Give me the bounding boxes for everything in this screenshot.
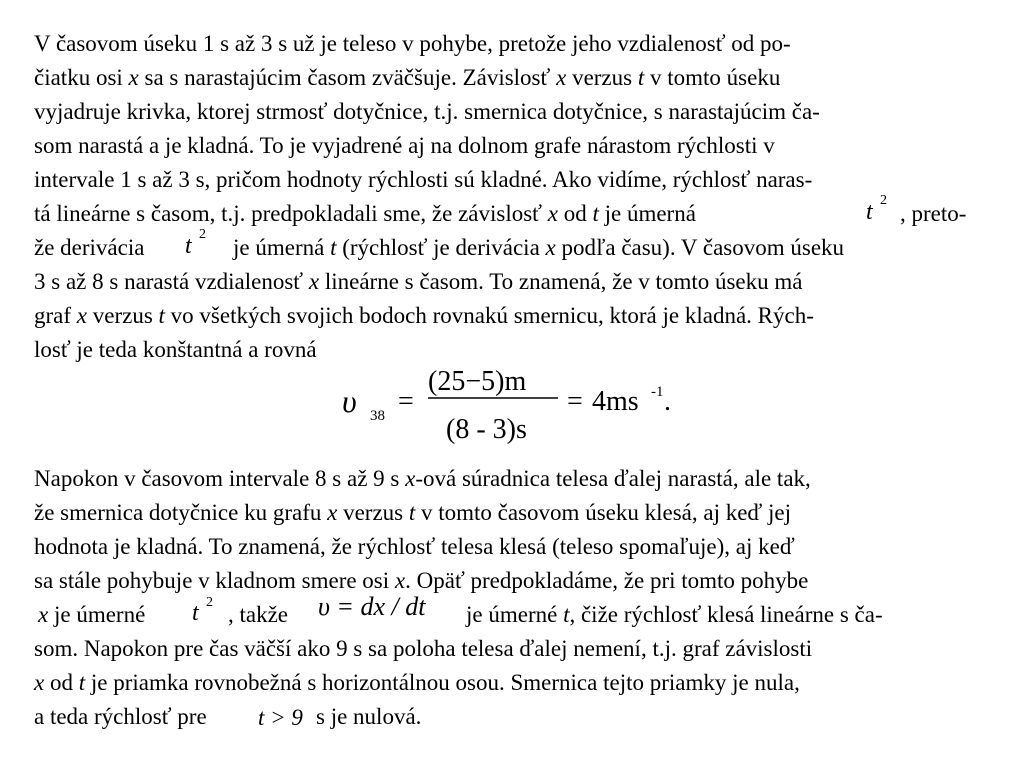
equals-sign: = [567,386,583,417]
text-line: V časovom úseku 1 s až 3 s už je teleso v pohybe, pretože jeho vzdialenosť od po- [34,31,791,56]
text-line: vyjadruje krivka, ktorej strmosť dotyčnice, t.j. smernica dotyčnice, s narastajúcim ča- [34,99,820,124]
text-line: že derivácia [34,235,145,260]
text-line: intervale 1 s až 3 s, pričom hodnoty rýchlosti sú kladné. Ako vidíme, rýchlosť naras- [34,167,813,192]
text-line: x od t je priamka rovnobežná s horizontálnou osou. Smernica tejto priamky je nula, [34,670,800,695]
result-exponent: -1 [651,384,664,400]
velocity-definition: υ = dx / dt [318,592,426,621]
text-line: x je úmerné [38,602,146,627]
exponent-2: 2 [206,595,213,610]
text-line: je úmerná t (rýchlosť je derivácia x podľa času). V časovom úseku [233,235,845,260]
equation-result: 4ms [592,386,639,417]
text-line: s je nulová. [316,704,422,729]
fraction-numerator: (25−5)m [428,366,527,397]
text-line: hodnota je kladná. To znamená, že rýchlosť telesa klesá (teleso spomaľuje), aj keď [34,534,795,559]
velocity-subscript: 38 [370,408,385,424]
text-line: a teda rýchlosť pre [34,704,207,729]
text-line: čiatku osi x sa s narastajúcim časom zväčšuje. Závislosť x verzus t v tomto úseku [34,65,781,90]
text-line: 3 s až 8 s narastá vzdialenosť x lineárne s časom. To znamená, že v tomto úseku má [34,269,803,294]
text-line: graf x verzus t vo všetkých svojich bodoch rovnakú smernicu, ktorá je kladná. Rých- [34,303,814,328]
t-squared-symbol: t [192,600,199,626]
fraction-denominator: (8 - 3)s [446,414,527,445]
velocity-symbol: υ [342,383,357,419]
text-line: losť je teda konštantná a rovná [34,337,317,362]
text-line: som. Napokon pre čas väčší ako 9 s sa poloha telesa ďalej nemení, t.j. graf závislosti [34,636,813,661]
inequality: t > 9 [258,705,303,730]
equation-period: . [664,386,671,417]
t-squared-symbol: t [866,199,873,225]
text-line: tá lineárne s časom, t.j. predpokladali sme, že závislosť x od t je úmerná [34,201,696,226]
text-line: sa stále pohybuje v kladnom smere osi x. Opäť predpokladáme, že pri tomto pohybe [34,568,809,593]
text-line: som narastá a je kladná. To je vyjadrené aj na dolnom grafe nárastom rýchlosti v [34,133,775,158]
text-line: , preto- [900,201,967,226]
text-line: je úmerné t, čiže rýchlosť klesá lineárne s ča- [466,602,883,627]
text-line: , takže [228,602,289,627]
text-line: Napokon v časovom intervale 8 s až 9 s x-ová súradnica telesa ďalej narastá, ale tak, [34,466,811,491]
exponent-2: 2 [199,227,206,242]
t-squared-symbol: t [185,233,192,259]
equals-sign: = [398,386,414,417]
text-line: že smernica dotyčnice ku grafu x verzus t v tomto časovom úseku klesá, aj keď jej [34,500,792,525]
exponent-2: 2 [880,193,887,208]
